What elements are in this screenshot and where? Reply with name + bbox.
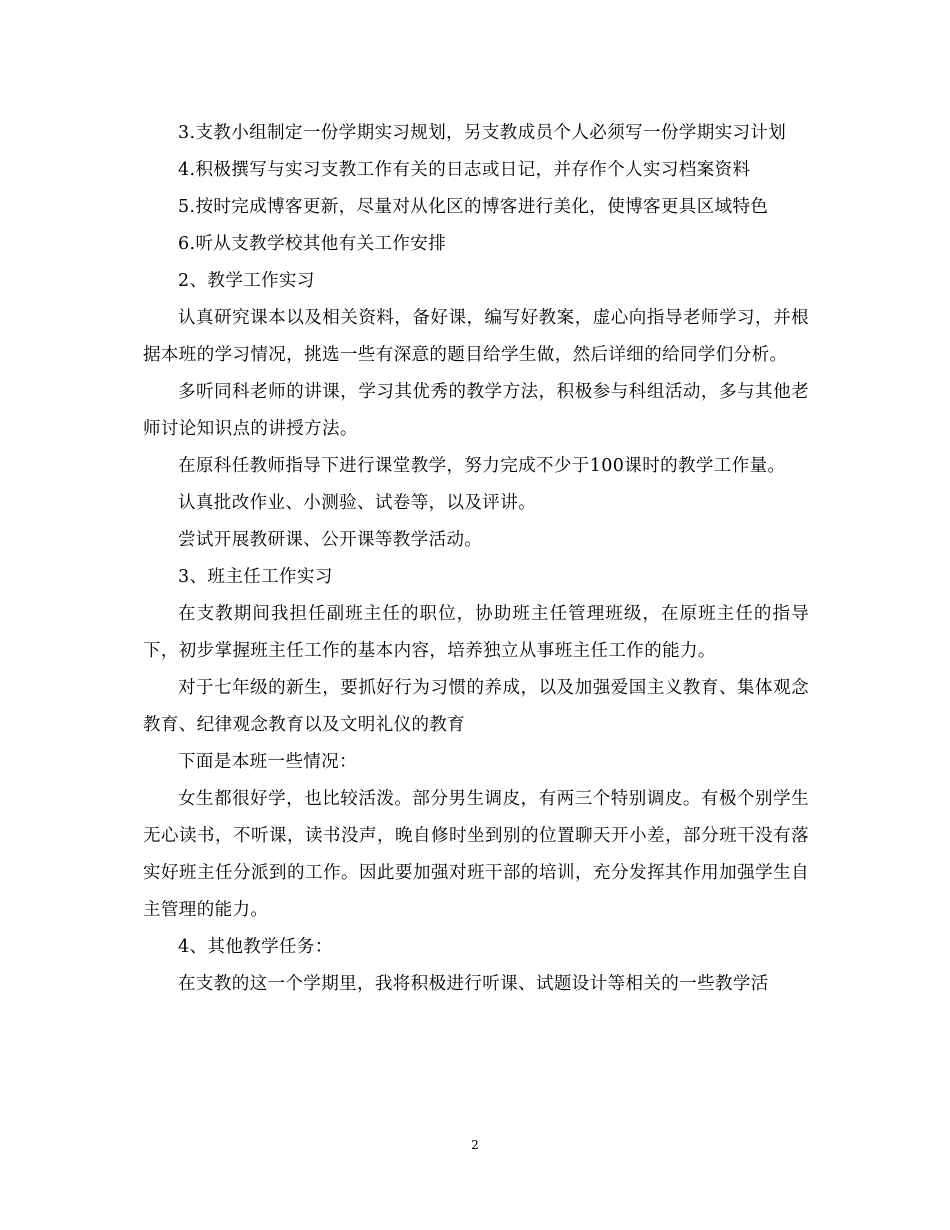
section-heading-head-teacher: 3、班主任工作实习 [178, 567, 333, 587]
paragraph-head-teacher-education: 对于七年级的新生，要抓好行为习惯的养成，以及加强爱国主义教育、集体观念教育、纪律观念教育以及文明礼仪的教育 [143, 678, 809, 735]
paragraph-teaching-hours: 在原科任教师指导下进行课堂教学，努力完成不少于100课时的教学工作量。 [178, 456, 786, 476]
paragraph-plan-item-4: 4.积极撰写与实习支教工作有关的日志或日记，并存作个人实习档案资料 [178, 160, 751, 180]
paragraph-teaching-activities: 尝试开展教研课、公开课等教学活动。 [178, 530, 483, 550]
paragraph-head-teacher-role: 在支教期间我担任副班主任的职位，协助班主任管理班级，在原班主任的指导下，初步掌握班主任工作的基本内容，培养独立从事班主任工作的能力。 [143, 604, 809, 661]
paragraph-plan-item-5: 5.按时完成博客更新，尽量对从化区的博客进行美化，使博客更具区域特色 [178, 197, 769, 217]
document-body [143, 115, 809, 1003]
section-heading-other-tasks: 4、其他教学任务： [178, 937, 333, 957]
paragraph-teaching-observation: 多听同科老师的讲课，学习其优秀的教学方法，积极参与科组活动，多与其他老师讨论知识点的讲授方法。 [143, 382, 809, 439]
paragraph-teaching-grading: 认真批改作业、小测验、试卷等，以及评讲。 [178, 493, 536, 513]
paragraph-teaching-preparation: 认真研究课本以及相关资料，备好课，编写好教案，虚心向指导老师学习，并根据本班的学习情况，挑选一些有深意的题目给学生做，然后详细的给同学们分析。 [143, 308, 809, 365]
paragraph-plan-item-3: 3.支教小组制定一份学期实习规划，另支教成员个人必须写一份学期实习计划 [178, 123, 787, 143]
section-heading-teaching: 2、教学工作实习 [178, 271, 315, 291]
paragraph-other-tasks: 在支教的这一个学期里，我将积极进行听课、试题设计等相关的一些教学活 [178, 974, 769, 994]
paragraph-class-situation: 女生都很好学，也比较活泼。部分男生调皮，有两三个特别调皮。有极个别学生无心读书，不听课，读书没声，晚自修时坐到别的位置聊天开小差，部分班干没有落实好班主任分派到的工作。因此要加强对班干部的培训，充分发挥其作用加强学生自主管理的能力。 [143, 789, 809, 920]
paragraph-plan-item-6: 6.听从支教学校其他有关工作安排 [178, 234, 447, 254]
paragraph-class-situation-intro: 下面是本班一些情况： [178, 752, 357, 772]
page-number: 2 [471, 1138, 479, 1152]
